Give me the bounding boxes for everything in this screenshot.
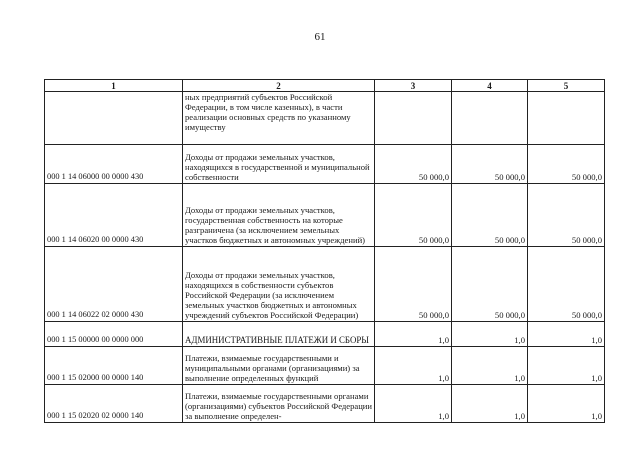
- row-name: Платежи, взимаемые государственными органами (организациями) субъектов Российской Федерации за выполнение определен-: [183, 385, 375, 423]
- table-row: [45, 347, 605, 385]
- row-value-3: 1,0: [375, 385, 452, 423]
- page-number: 61: [314, 31, 326, 43]
- row-name: Платежи, взимаемые государственными и муниципальными органами (организациями) за выполнение определенных функций: [183, 347, 375, 385]
- row-value-3: [375, 92, 452, 145]
- table-row: [45, 322, 605, 347]
- row-value-3: 50 000,0: [375, 145, 452, 184]
- row-value-5: 1,0: [528, 322, 605, 347]
- row-value-5: 50 000,0: [528, 184, 605, 247]
- row-value-5: 1,0: [528, 385, 605, 423]
- row-value-3: 1,0: [375, 347, 452, 385]
- row-code: 000 1 14 06000 00 0000 430: [45, 145, 183, 184]
- row-name: АДМИНИСТРАТИВНЫЕ ПЛАТЕЖИ И СБОРЫ: [183, 322, 375, 347]
- row-value-5: 50 000,0: [528, 145, 605, 184]
- row-value-4: 50 000,0: [452, 145, 528, 184]
- row-value-3: 50 000,0: [375, 247, 452, 322]
- table-row: [45, 184, 605, 247]
- table-row: [45, 145, 605, 184]
- row-code: 000 1 15 02000 00 0000 140: [45, 347, 183, 385]
- column-header-1: 1: [45, 80, 183, 92]
- table-row: [45, 385, 605, 423]
- row-value-4: 50 000,0: [452, 247, 528, 322]
- row-value-3: 1,0: [375, 322, 452, 347]
- row-code: [45, 92, 183, 145]
- budget-table: [44, 79, 605, 423]
- column-header-5: 5: [528, 80, 605, 92]
- row-value-4: 1,0: [452, 347, 528, 385]
- table-header-row: [45, 80, 605, 92]
- row-code: 000 1 14 06020 00 0000 430: [45, 184, 183, 247]
- row-name: Доходы от продажи земельных участков, находящихся в собственности субъектов Российской Федерации (за исключением земельных участков бюджетных и автономных учреждений субъектов Российской Федерации): [183, 247, 375, 322]
- row-code: 000 1 14 06022 02 0000 430: [45, 247, 183, 322]
- row-value-5: 1,0: [528, 347, 605, 385]
- row-value-4: 1,0: [452, 322, 528, 347]
- row-value-4: 1,0: [452, 385, 528, 423]
- row-value-3: 50 000,0: [375, 184, 452, 247]
- row-code: 000 1 15 00000 00 0000 000: [45, 322, 183, 347]
- row-value-4: [452, 92, 528, 145]
- row-name: Доходы от продажи земельных участков, государственная собственность на которые разграничена (за исключением земельных участков бюджетных и автономных учреждений): [183, 184, 375, 247]
- row-name: ных предприятий субъектов Российской Федерации, в том числе казенных), в части реализации основных средств по указанному имуществу: [183, 92, 375, 145]
- column-header-4: 4: [452, 80, 528, 92]
- row-value-5: 50 000,0: [528, 247, 605, 322]
- column-header-2: 2: [183, 80, 375, 92]
- row-value-4: 50 000,0: [452, 184, 528, 247]
- row-name: Доходы от продажи земельных участков, находящихся в государственной и муниципальной собственности: [183, 145, 375, 184]
- table-row: [45, 247, 605, 322]
- table-row: [45, 92, 605, 145]
- column-header-3: 3: [375, 80, 452, 92]
- row-code: 000 1 15 02020 02 0000 140: [45, 385, 183, 423]
- row-value-5: [528, 92, 605, 145]
